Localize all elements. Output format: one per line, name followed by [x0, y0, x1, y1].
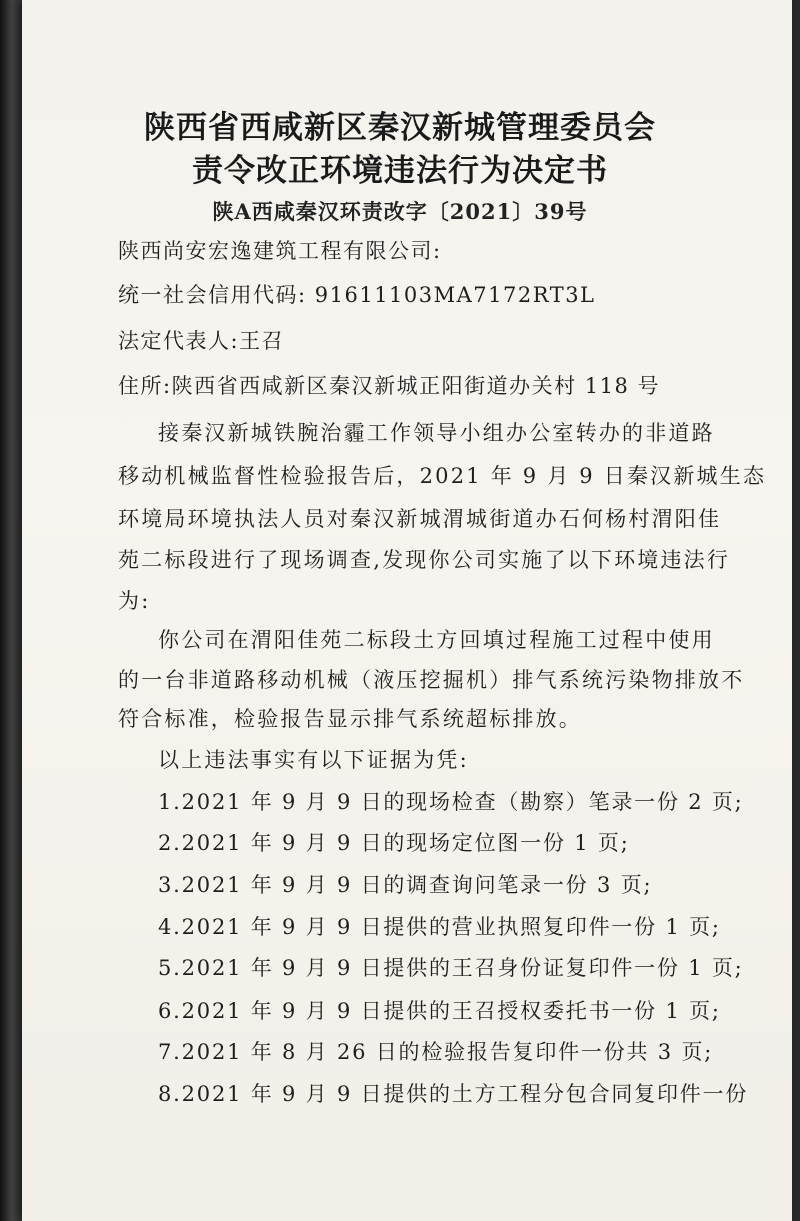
paragraph2-line: 的一台非道路移动机械（液压挖掘机）排气系统污染物排放不 — [118, 668, 745, 692]
evidence-item: 1.2021 年 9 月 9 日的现场检查（勘察）笔录一份 2 页; — [158, 790, 744, 814]
document-title-line1: 陕西省西咸新区秦汉新城管理委员会 — [144, 110, 656, 146]
recipient-address: 住所:陕西省西咸新区秦汉新城正阳街道办关村 118 号 — [118, 374, 661, 398]
paragraph1-line: 接秦汉新城铁腕治霾工作领导小组办公室转办的非道路 — [158, 421, 715, 445]
evidence-item: 8.2021 年 9 月 9 日提供的土方工程分包合同复印件一份 — [158, 1082, 749, 1106]
evidence-item: 6.2021 年 9 月 9 日提供的王召授权委托书一份 1 页; — [158, 999, 721, 1023]
evidence-intro: 以上违法事实有以下证据为凭: — [158, 748, 469, 772]
evidence-item: 2.2021 年 9 月 9 日的现场定位图一份 1 页; — [158, 831, 630, 855]
evidence-item: 7.2021 年 8 月 26 日的检验报告复印件一份共 3 页; — [158, 1040, 714, 1064]
recipient-legal-representative: 法定代表人:王召 — [118, 329, 285, 353]
recipient-credit-code: 统一社会信用代码: 91611103MA7172RT3L — [118, 283, 596, 307]
paragraph1-line: 移动机械监督性检验报告后，2021 年 9 月 9 日秦汉新城生态 — [118, 464, 767, 488]
paragraph1-line: 为: — [118, 589, 151, 613]
recipient-company: 陕西尚安宏逸建筑工程有限公司: — [118, 239, 442, 263]
paragraph2-line: 符合标准，检验报告显示排气系统超标排放。 — [118, 707, 582, 731]
paragraph2-line: 你公司在渭阳佳苑二标段土方回填过程施工过程中使用 — [158, 628, 715, 652]
document-title-line2: 责令改正环境违法行为决定书 — [192, 153, 608, 189]
evidence-item: 3.2021 年 9 月 9 日的调查询问笔录一份 3 页; — [158, 873, 653, 897]
evidence-item: 4.2021 年 9 月 9 日提供的营业执照复印件一份 1 页; — [158, 915, 721, 939]
evidence-item: 5.2021 年 9 月 9 日提供的王召身份证复印件一份 1 页; — [158, 956, 744, 980]
paragraph1-line: 环境局环境执法人员对秦汉新城渭城街道办石何杨村渭阳佳 — [118, 507, 722, 531]
document-number: 陕A西咸秦汉环责改字〔2021〕39号 — [212, 199, 588, 224]
paragraph1-line: 苑二标段进行了现场调查,发现你公司实施了以下环境违法行 — [118, 548, 731, 572]
